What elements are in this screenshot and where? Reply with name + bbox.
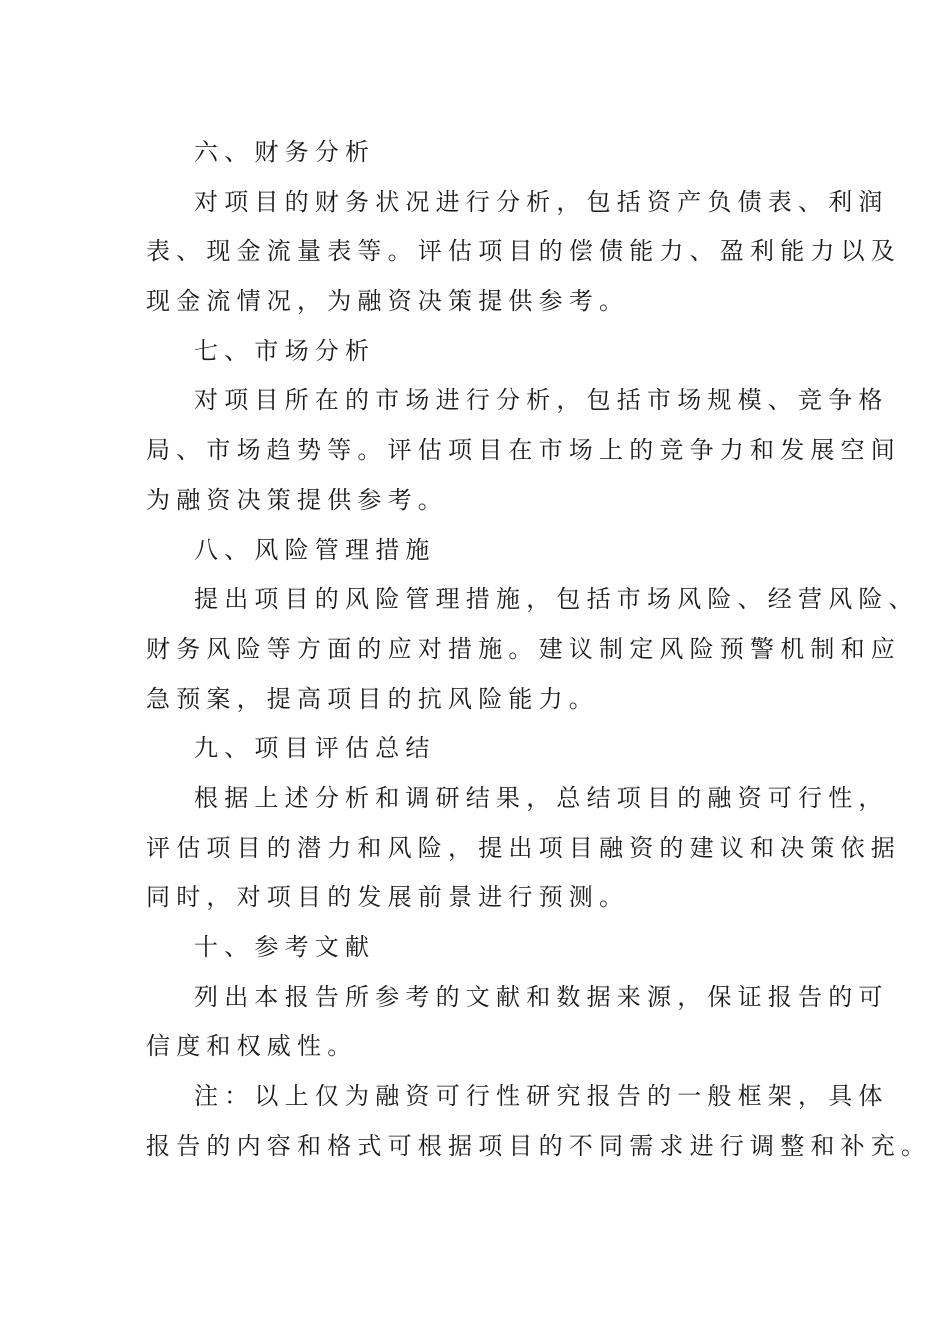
paragraph-line: 现金流情况，为融资决策提供参考。	[146, 287, 630, 316]
paragraph-line: 急预案，提高项目的抗风险能力。	[146, 684, 599, 713]
paragraph-line: 根据上述分析和调研结果，总结项目的融资可行性，	[194, 783, 889, 812]
section-heading-market-analysis: 七、市场分析	[194, 336, 376, 365]
paragraph-line: 信度和权威性。	[146, 1032, 358, 1061]
section-heading-financial-analysis: 六、财务分析	[194, 138, 376, 166]
paragraph-line: 同时，对项目的发展前景进行预测。	[146, 883, 630, 912]
paragraph-line: 表、现金流量表等。评估项目的偿债能力、盈利能力以及	[146, 237, 901, 266]
paragraph-line: 列出本报告所参考的文献和数据来源，保证报告的可	[194, 982, 889, 1011]
paragraph-line: 财务风险等方面的应对措施。建议制定风险预警机制和应	[146, 634, 901, 663]
paragraph-line: 评估项目的潜力和风险，提出项目融资的建议和决策依据	[146, 833, 901, 862]
paragraph-line: 对项目的财务状况进行分析，包括资产负债表、利润	[194, 187, 889, 216]
note-line: 报告的内容和格式可根据项目的不同需求进行调整和补充。	[146, 1131, 932, 1160]
section-heading-references: 十、参考文献	[194, 933, 376, 961]
paragraph-line: 对项目所在的市场进行分析，包括市场规模、竞争格	[194, 386, 889, 415]
paragraph-line: 局、市场趋势等。评估项目在市场上的竞争力和发展空间	[146, 436, 901, 465]
section-heading-evaluation-summary: 九、项目评估总结	[194, 734, 436, 763]
paragraph-line: 提出项目的风险管理措施，包括市场风险、经营风险、	[194, 585, 919, 614]
note-line: 注：以上仅为融资可行性研究报告的一般框架，具体	[194, 1082, 889, 1111]
section-heading-risk-management: 八、风险管理措施	[194, 535, 436, 564]
paragraph-line: 为融资决策提供参考。	[146, 485, 448, 514]
document-body	[146, 128, 932, 1171]
